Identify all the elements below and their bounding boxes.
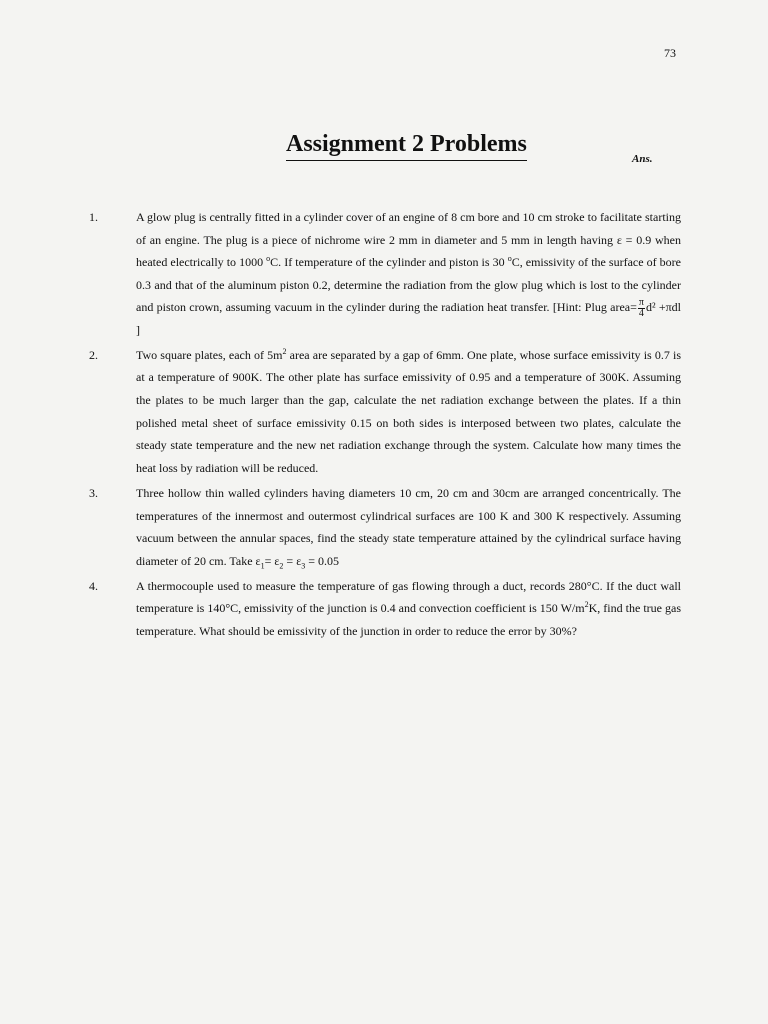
problem-text: [136, 206, 681, 342]
hint-formula-tail: d² +πdl ]: [136, 300, 681, 338]
problem-number: 1.: [89, 210, 98, 224]
fraction-numerator: π: [638, 297, 644, 309]
problem-text-segment: C, emissivity of the surface of bore 0.3 and that of the aluminum piston 0.2, determine the radiation from the glow plug which is lost to the cylinder and piston crown, assuming vacuum in the cylinder during the radiation heat transfer. [Hint: Plug area=: [136, 255, 681, 315]
page-number: 73: [664, 46, 676, 60]
problem-text-segment: = ε: [283, 554, 302, 569]
problem-item: [89, 206, 681, 342]
problem-number: 3.: [89, 486, 98, 501]
problem-text: [136, 344, 681, 480]
problem-text-segment: A glow plug is centrally fitted in a cylinder cover of an engine of 8 cm bore and 10 cm stroke to facilitate starting of an engine. The plug is a piece of nichrome wire 2 mm in diameter and 5 mm in length having ε = 0.9 when heated electrically to 1000: [136, 210, 681, 270]
hint-fraction: [638, 298, 645, 319]
problem-text: [136, 575, 681, 643]
problem-text-segment: Three hollow thin walled cylinders having diameters 10 cm, 20 cm and 30cm are arranged concentrically. The temperatures of the innermost and outermost cylindrical surfaces are 100 K and 300 K respectively. Assuming vacuum between the annular spaces, find the steady state temperature attained by the cylindrical surface having diameter of 20 cm. Take ε: [136, 486, 681, 569]
problem-text-segment: = 0.05: [305, 554, 340, 569]
page-title: Assignment 2 Problems: [286, 131, 527, 161]
answer-column-label: Ans.: [632, 153, 653, 165]
problem-item: [89, 482, 681, 572]
problem-text-segment: = ε: [264, 554, 280, 569]
problem-text-segment: C. If temperature of the cylinder and piston is 30: [270, 255, 508, 270]
problem-text: [136, 482, 681, 572]
problem-text-segment: area are separated by a gap of 6mm. One plate, whose surface emissivity is 0.7 is at a temperature of 900K. The other plate has surface emissivity of 0.95 and a temperature of 300K. Assuming the plates to be much larger than the gap, calculate the net radiation exchange between the plates. If a thin polished metal sheet of surface emissivity 0.15 on both sides is interposed between two plates, calculate the steady state temperature and the new net radiation exchange through the system. Calculate how many times the heat loss by radiation will be reduced.: [136, 347, 682, 475]
emissivity-subscript: 2: [279, 561, 284, 571]
problem-list: [89, 206, 681, 642]
degree-superscript: o: [507, 254, 512, 264]
fraction-denominator: 4: [638, 308, 644, 320]
problem-number: 2.: [89, 347, 98, 362]
problem-text-segment: Two square plates, each of 5m: [136, 347, 283, 362]
problem-item: [89, 575, 681, 643]
problem-number: 4.: [89, 578, 98, 593]
emissivity-subscript: 3: [301, 561, 306, 571]
degree-superscript: o: [266, 254, 271, 264]
problem-text-segment: K, find the true gas temperature. What should be emissivity of the junction in order to reduce the error by 30%?: [136, 601, 681, 638]
problem-text-segment: A thermocouple used to measure the temperature of gas flowing through a duct, records 280°C. If the duct wall temperature is 140°C, emissivity of the junction is 0.4 and convection coefficient is 150 W/m: [136, 578, 681, 616]
unit-superscript: 2: [584, 600, 589, 610]
emissivity-subscript: 1: [260, 561, 265, 571]
unit-superscript: 2: [282, 346, 287, 356]
problem-item: [89, 344, 681, 480]
